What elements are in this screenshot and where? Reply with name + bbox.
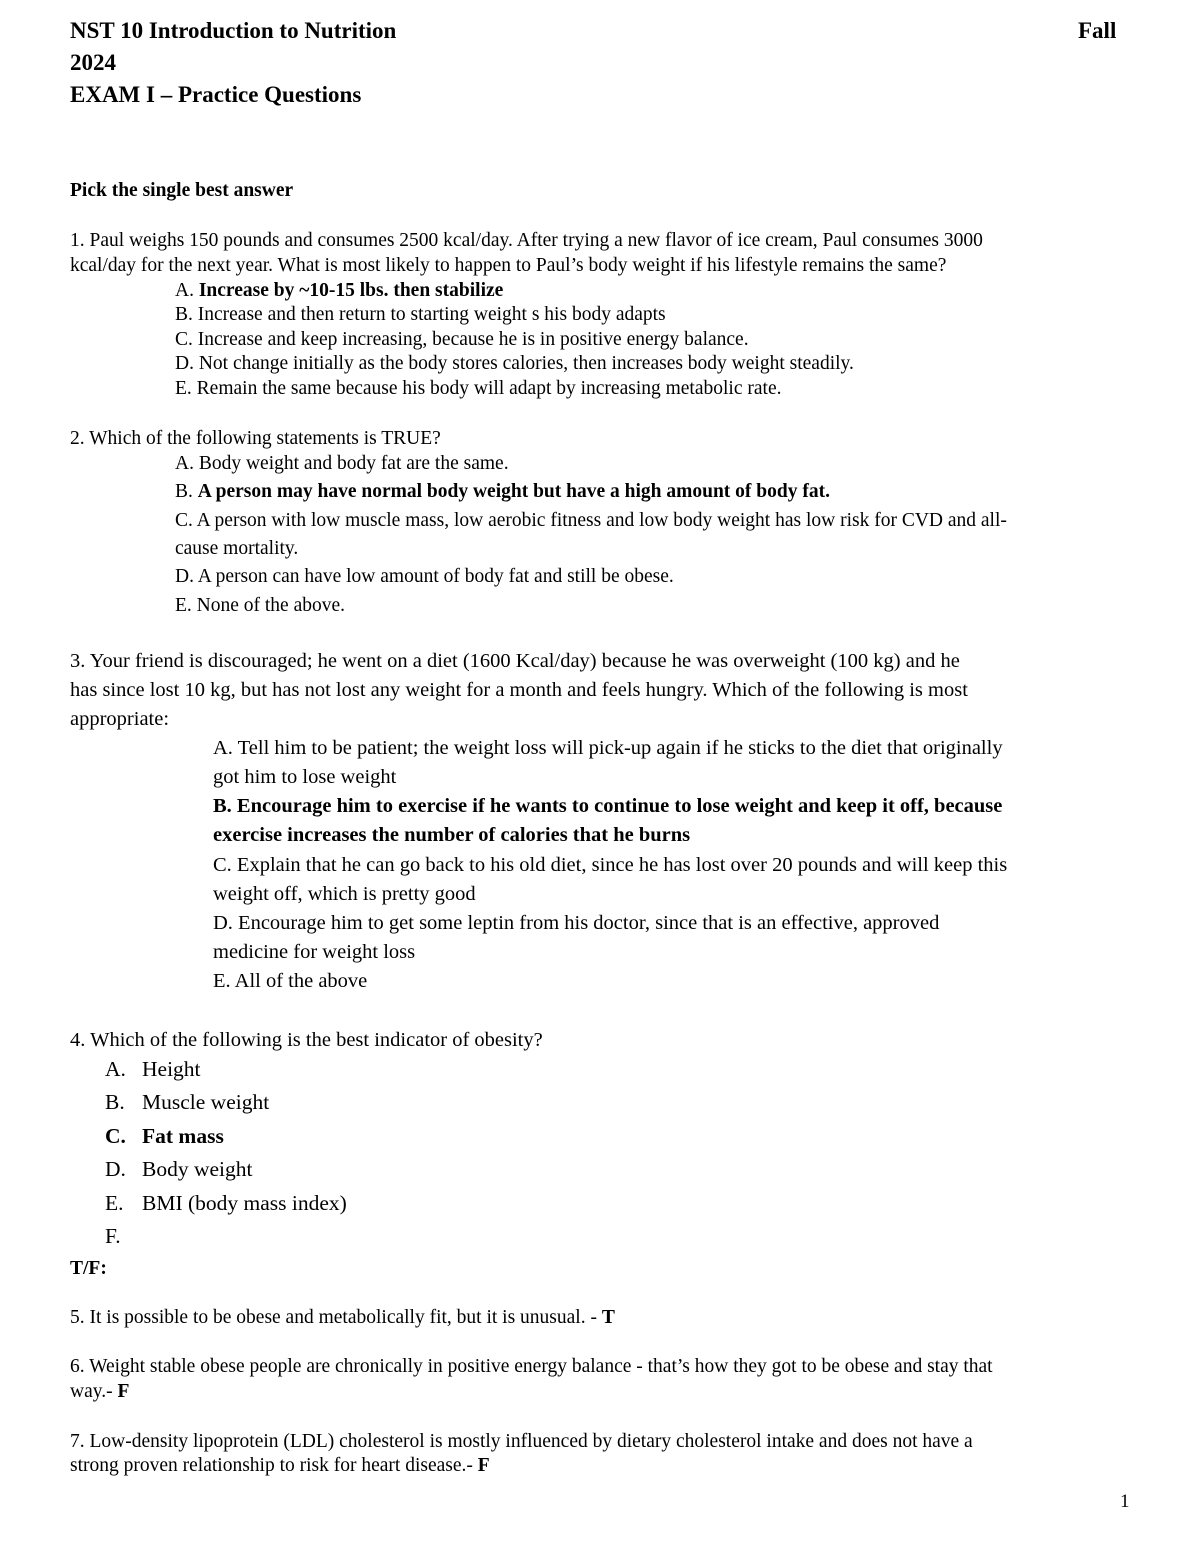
question-2-option-a: A. Body weight and body fat are the same. <box>175 453 509 474</box>
section-heading-true-false: T/F: <box>70 1258 107 1279</box>
question-5 <box>70 1307 615 1329</box>
section-heading-multiple-choice: Pick the single best answer <box>70 180 294 201</box>
question-text: 5. It is possible to be obese and metabolically fit, but it is unusual. - <box>70 1307 602 1328</box>
question-3-stem-line-1: 3. Your friend is discouraged; he went on a diet (1600 Kcal/day) because he was overweight (100 kg) and he <box>70 650 960 672</box>
question-4-option-a <box>105 1057 201 1082</box>
option-letter: B. <box>105 1090 125 1114</box>
question-2-option-e: E. None of the above. <box>175 595 346 616</box>
question-4-option-c <box>105 1124 224 1149</box>
option-letter: A. <box>105 1057 126 1081</box>
page-number: 1 <box>1120 1491 1130 1512</box>
option-text: Muscle weight <box>142 1090 270 1114</box>
question-1-option-c: C. Increase and keep increasing, because he is in positive energy balance. <box>175 329 749 350</box>
correct-answer: Increase by ~10-15 lbs. then stabilize <box>198 280 504 301</box>
question-1-stem-line-2: kcal/day for the next year. What is most likely to happen to Paul’s body weight if his lifestyle remains the same? <box>70 255 947 276</box>
answer-key: F <box>117 1381 130 1402</box>
exam-title: EXAM I – Practice Questions <box>70 82 362 107</box>
option-text: Height <box>142 1057 201 1081</box>
course-title: NST 10 Introduction to Nutrition <box>70 18 397 43</box>
question-3-option-d-line-2: medicine for weight loss <box>213 941 416 963</box>
option-letter: B. <box>175 481 198 502</box>
correct-answer: Fat mass <box>142 1124 224 1148</box>
option-letter: D. <box>105 1157 126 1181</box>
answer-key: T <box>601 1307 615 1328</box>
option-text: BMI (body mass index) <box>142 1191 347 1215</box>
question-7-line-1: 7. Low-density lipoprotein (LDL) cholesterol is mostly influenced by dietary cholesterol intake and does not have a <box>70 1431 973 1452</box>
question-3-option-a-line-2: got him to lose weight <box>213 766 397 788</box>
option-letter: E. <box>105 1191 124 1215</box>
question-3-option-b-line-2: exercise increases the number of calories that he burns <box>213 824 691 846</box>
question-2-option-c-line-1: C. A person with low muscle mass, low aerobic fitness and low body weight has low risk for CVD and all- <box>175 510 1007 531</box>
question-1-option-a <box>175 280 503 302</box>
answer-key: F <box>477 1455 490 1476</box>
option-letter: F. <box>105 1224 121 1248</box>
question-6-line-2 <box>70 1381 129 1403</box>
question-2-option-d: D. A person can have low amount of body fat and still be obese. <box>175 566 674 587</box>
year-label: 2024 <box>70 50 116 75</box>
question-4-option-b <box>105 1090 269 1115</box>
question-1-stem-line-1: 1. Paul weighs 150 pounds and consumes 2500 kcal/day. After trying a new flavor of ice cream, Paul consumes 3000 <box>70 230 983 251</box>
question-1-option-b: B. Increase and then return to starting weight s his body adapts <box>175 304 666 325</box>
question-3-stem-line-2: has since lost 10 kg, but has not lost any weight for a month and feels hungry. Which of the following is most <box>70 679 968 701</box>
question-2-option-c-line-2: cause mortality. <box>175 538 299 559</box>
question-3-option-a-line-1: A. Tell him to be patient; the weight loss will pick-up again if he sticks to the diet that originally <box>213 737 1003 759</box>
option-letter: A. <box>175 280 199 301</box>
question-4-option-e <box>105 1191 347 1216</box>
question-3-option-b-line-1: B. Encourage him to exercise if he wants to continue to lose weight and keep it off, because <box>213 795 1003 817</box>
question-4-stem: 4. Which of the following is the best indicator of obesity? <box>70 1029 543 1051</box>
question-1-option-d: D. Not change initially as the body stores calories, then increases body weight steadily. <box>175 353 854 374</box>
question-6-line-1: 6. Weight stable obese people are chronically in positive energy balance - that’s how they got to be obese and stay that <box>70 1356 993 1377</box>
question-3-option-d-line-1: D. Encourage him to get some leptin from his doctor, since that is an effective, approved <box>213 912 940 934</box>
question-text: strong proven relationship to risk for heart disease.- <box>70 1455 478 1476</box>
question-1-option-e: E. Remain the same because his body will adapt by increasing metabolic rate. <box>175 378 782 399</box>
question-3-option-c-line-2: weight off, which is pretty good <box>213 883 476 905</box>
question-4-option-f <box>105 1224 142 1249</box>
question-2-stem: 2. Which of the following statements is TRUE? <box>70 428 441 449</box>
question-3-option-e: E. All of the above <box>213 970 368 992</box>
question-text: way.- <box>70 1381 118 1402</box>
question-3-stem-line-3: appropriate: <box>70 708 170 730</box>
question-4-option-d <box>105 1157 252 1182</box>
option-text: Body weight <box>142 1157 253 1181</box>
question-7-line-2 <box>70 1455 490 1477</box>
option-letter: C. <box>105 1124 126 1148</box>
correct-answer: A person may have normal body weight but have a high amount of body fat. <box>197 481 830 502</box>
term-label: Fall <box>1078 18 1117 43</box>
question-3-option-c-line-1: C. Explain that he can go back to his old diet, since he has lost over 20 pounds and will keep this <box>213 854 1008 876</box>
question-2-option-b <box>175 481 830 503</box>
